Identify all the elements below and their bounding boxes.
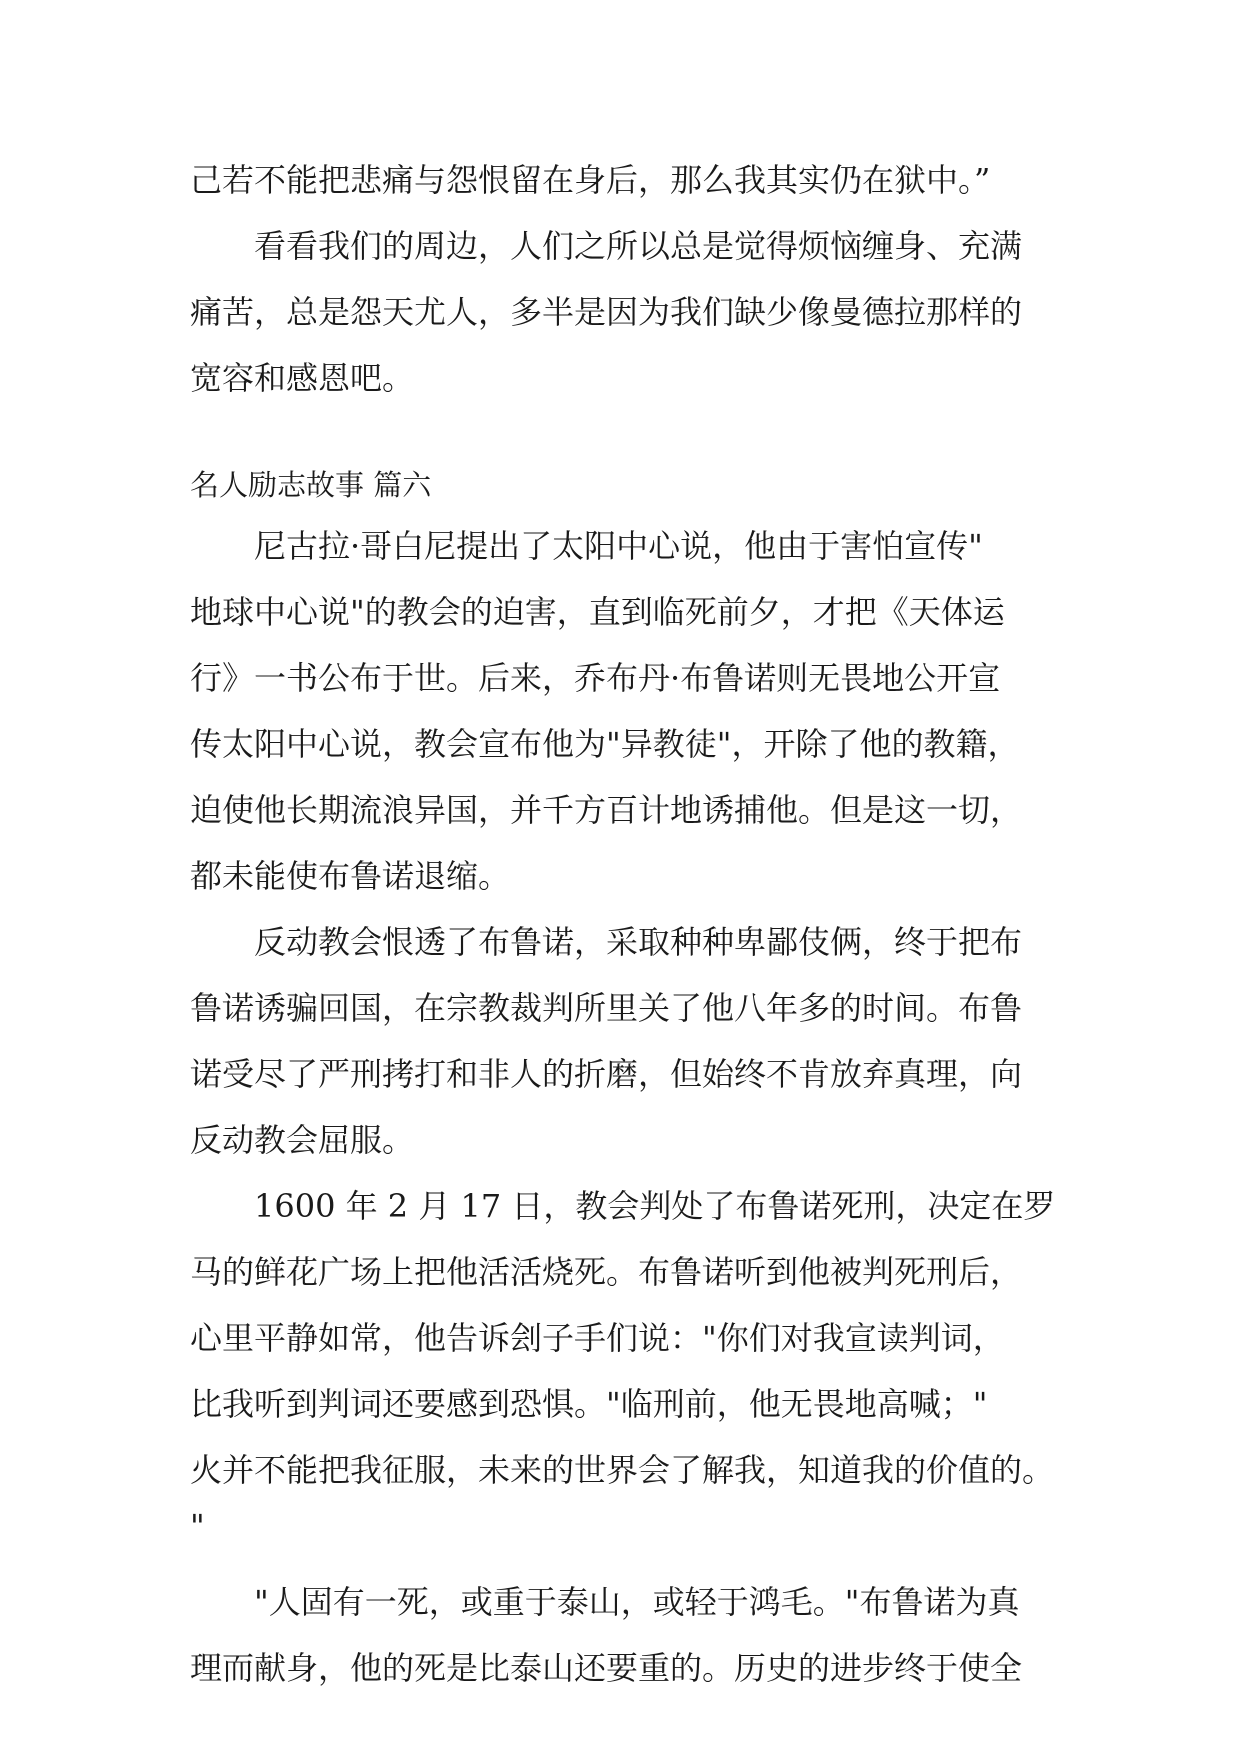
text-line: 比我听到判词还要感到恐惧。"临刑前，他无畏地高喊；" (190, 1385, 988, 1423)
text-line: 行》一书公布于世。后来，乔布丹·布鲁诺则无畏地公开宣 (190, 659, 1001, 697)
text-line: 火并不能把我征服，未来的世界会了解我，知道我的价值的。 (190, 1451, 1055, 1489)
paragraph-line: 尼古拉·哥白尼提出了太阳中心说，他由于害怕宣传" (254, 527, 983, 565)
text-line: 心里平静如常，他告诉刽子手们说："你们对我宣读判词， (190, 1319, 1005, 1357)
text-line: 迫使他长期流浪异国，并千方百计地诱捕他。但是这一切， (190, 791, 1023, 829)
text-line: 诺受尽了严刑拷打和非人的折磨，但始终不肯放弃真理，向 (190, 1055, 1023, 1093)
text-line: 地球中心说"的教会的迫害，直到临死前夕，才把《天体运 (190, 593, 1005, 631)
paragraph-line: 1600 年 2 月 17 日，教会判处了布鲁诺死刑，决定在罗 (254, 1187, 1056, 1225)
text-line: 传太阳中心说，教会宣布他为"异教徒"，开除了他的教籍， (190, 725, 1020, 763)
text-line: 都未能使布鲁诺退缩。 (190, 857, 511, 895)
text-line: 己若不能把悲痛与怨恨留在身后，那么我其实仍在狱中。” (190, 161, 991, 199)
section-heading: 名人励志故事 篇六 (190, 468, 432, 502)
text-line: " (190, 1507, 205, 1545)
paragraph-line: 看看我们的周边，人们之所以总是觉得烦恼缠身、充满 (254, 227, 1023, 265)
paragraph-line: 反动教会恨透了布鲁诺，采取种种卑鄙伎俩，终于把布 (254, 923, 1023, 961)
text-line: 宽容和感恩吧。 (190, 359, 415, 397)
text-line: 马的鲜花广场上把他活活烧死。布鲁诺听到他被判死刑后， (190, 1253, 1023, 1291)
text-line: 反动教会屈服。 (190, 1121, 415, 1159)
text-line: 痛苦，总是怨天尤人，多半是因为我们缺少像曼德拉那样的 (190, 293, 1023, 331)
text-line: 鲁诺诱骗回国，在宗教裁判所里关了他八年多的时间。布鲁 (190, 989, 1023, 1027)
paragraph-line: "人固有一死，或重于泰山，或轻于鸿毛。"布鲁诺为真 (254, 1583, 1020, 1621)
text-line: 理而献身，他的死是比泰山还要重的。历史的进步终于使全 (190, 1649, 1023, 1687)
